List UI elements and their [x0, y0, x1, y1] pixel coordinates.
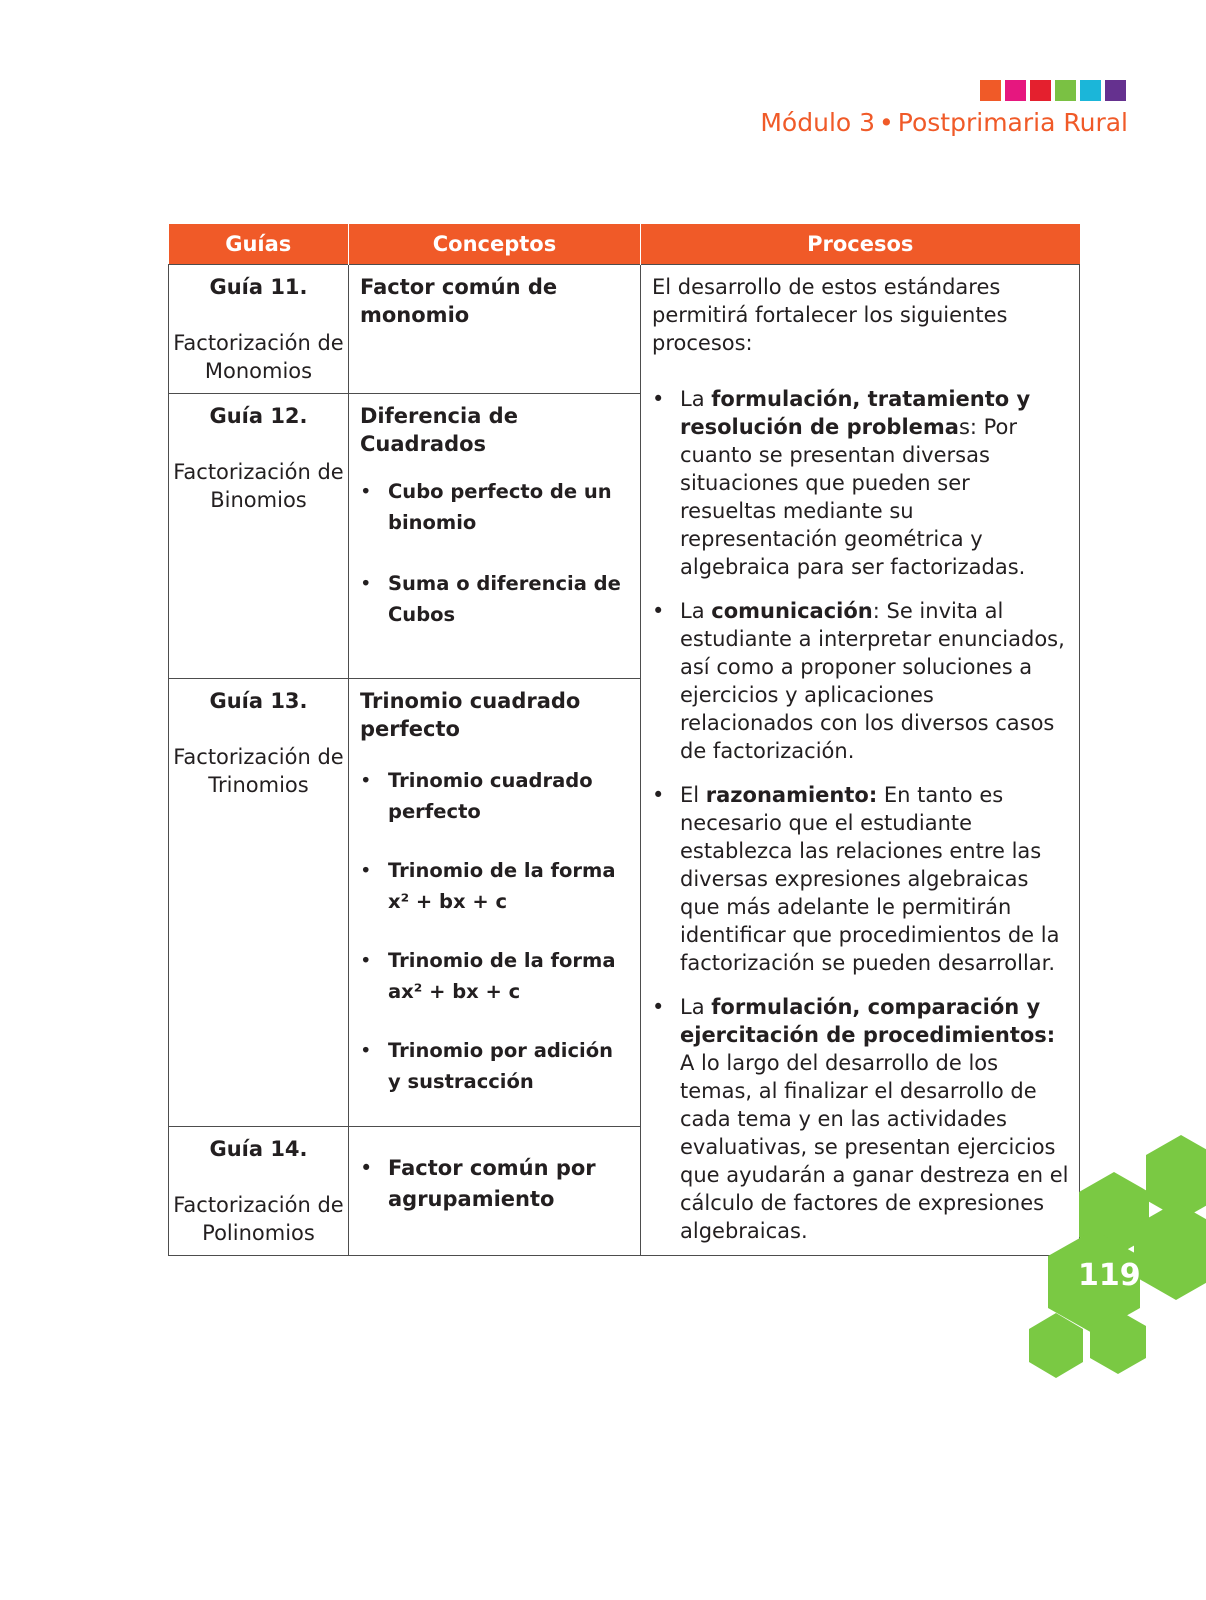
proceso-item: • La comunicación: Se invita al estudiante a interpretar enunciados, así como a proponer soluciones a ejercicios y aplicaciones relacionados con los diversos casos de factorización.: [652, 597, 1069, 765]
concept-item: • Trinomio por adición y sustracción: [360, 1035, 632, 1097]
standards-table: [168, 224, 1080, 1256]
guia-name: Factorización de Monomios: [173, 331, 344, 383]
guia-cell: [169, 1126, 349, 1255]
header-guias: Guías: [169, 224, 349, 265]
guia-number: Guía 14.: [209, 1136, 308, 1161]
table-header-row: [169, 224, 1080, 265]
concept-item: • Trinomio de la forma x² + bx + c: [360, 855, 632, 917]
concept-list: [360, 1153, 632, 1215]
table-row: [169, 265, 1080, 394]
concept-cell: [349, 265, 641, 394]
concept-cell: [349, 1126, 641, 1255]
concept-item: • Cubo perfecto de un binomio: [360, 476, 632, 538]
procesos-intro: El desarrollo de estos estándares permitirá fortalecer los siguientes procesos:: [652, 275, 1008, 355]
program-label: Postprimaria Rural: [897, 108, 1128, 137]
orange-square: [980, 80, 1001, 101]
proceso-item: • La formulación, tratamiento y resolución de problemas: Por cuanto se presentan diversas situaciones que pueden ser resueltas mediante su representación geométrica y algebraica para ser factorizadas.: [652, 385, 1069, 581]
guia-name: Factorización de Binomios: [173, 460, 344, 513]
title-separator: •: [879, 108, 894, 137]
guia-name: Factorización de Polinomios: [173, 1192, 344, 1245]
green-square: [1055, 80, 1076, 101]
concept-title: Diferencia de Cuadrados: [360, 404, 518, 457]
concept-title: Factor común de monomio: [360, 275, 558, 327]
header-conceptos: Conceptos: [349, 224, 641, 265]
concept-list: [360, 476, 632, 630]
concept-list: [360, 765, 632, 1097]
header-procesos: Procesos: [641, 224, 1080, 265]
guia-cell: [169, 265, 349, 394]
red-square: [1030, 80, 1051, 101]
concept-item: • Trinomio cuadrado perfecto: [360, 765, 632, 827]
proceso-item: • El razonamiento: En tanto es necesario que el estudiante establezca las relaciones entre las diversas expresiones algebraicas que más adelante le permitirán identificar que procedimientos de la factorización se pueden desarrollar.: [652, 781, 1069, 977]
procesos-cell: [641, 265, 1080, 1256]
page-number: 119: [1078, 1258, 1141, 1293]
magenta-square: [1005, 80, 1026, 101]
color-squares: [980, 80, 1126, 101]
guia-number: Guía 11.: [209, 275, 308, 299]
module-label: Módulo 3: [760, 108, 876, 137]
procesos-list: [652, 385, 1069, 1245]
concept-cell: [349, 394, 641, 678]
cyan-square: [1080, 80, 1101, 101]
concept-title: Trinomio cuadrado perfecto: [360, 688, 581, 741]
concept-item: • Trinomio de la forma ax² + bx + c: [360, 945, 632, 1007]
proceso-item: • La formulación, comparación y ejercitación de procedimientos: A lo largo del desarrollo de los temas, al finalizar el desarrollo de cada tema y en las actividades evaluativas, se presentan ejercicios que ayudarán a ganar destreza en el cálculo de factores de expresiones algebraicas.: [652, 993, 1069, 1245]
purple-square: [1105, 80, 1126, 101]
guia-cell: [169, 678, 349, 1126]
module-title: [760, 108, 1128, 137]
concept-item: • Suma o diferencia de Cubos: [360, 568, 632, 630]
guia-cell: [169, 394, 349, 678]
guia-number: Guía 12.: [209, 404, 308, 429]
concept-cell: [349, 678, 641, 1126]
guia-number: Guía 13.: [209, 688, 308, 713]
concept-item: • Factor común por agrupamiento: [360, 1153, 632, 1215]
guia-name: Factorización de Trinomios: [173, 744, 344, 797]
